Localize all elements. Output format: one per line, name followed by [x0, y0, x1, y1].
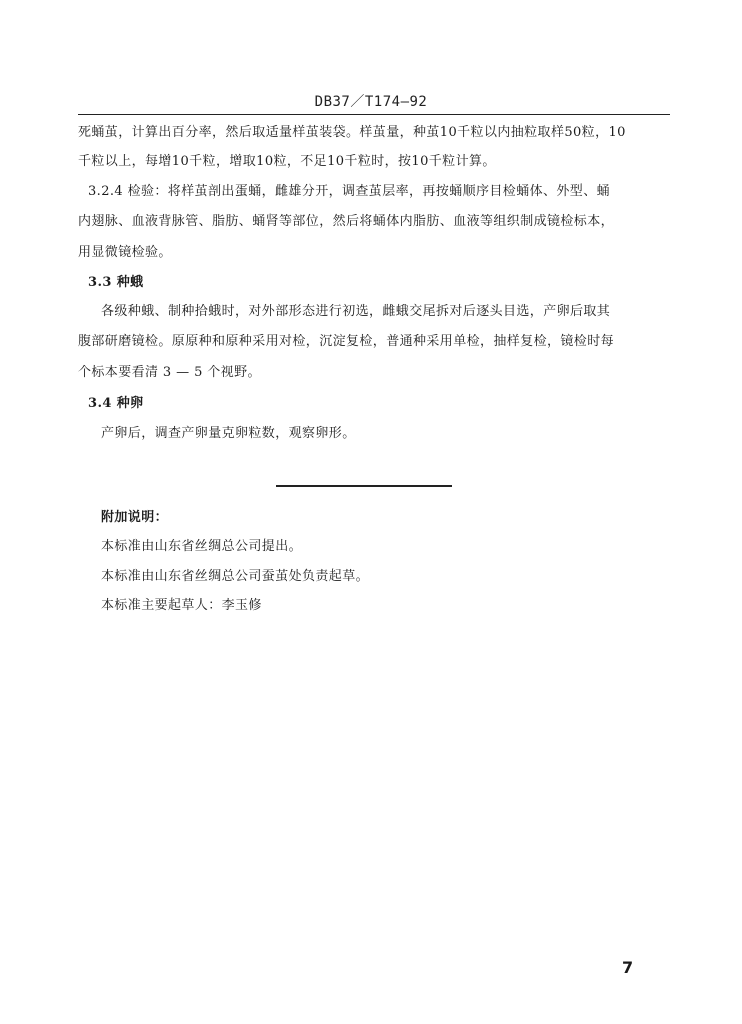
paragraph-line: 用显微镜检验。: [78, 245, 172, 260]
section-divider: [276, 485, 452, 487]
notes-line: 本标准由山东省丝绸总公司蚕茧处负责起草。: [101, 569, 370, 584]
paragraph-line: 腹部研磨镜检。原原种和原种采用对检，沉淀复检，普通种采用单检，抽样复检，镜检时每: [78, 334, 615, 349]
notes-title: 附加说明：: [101, 510, 169, 525]
page-number: 7: [622, 958, 634, 977]
clause-3-2-4-line: 3.2.4 检验：将样茧剖出蛋蛹，雌雄分开，调查茧层率，再按蛹顺序目检蛹体、外型、蛹: [88, 184, 611, 199]
paragraph-line: 千粒以上，每增10千粒，增取10粒，不足10千粒时，按10千粒计算。: [78, 154, 496, 169]
paragraph-line: 个标本要看清 3 — 5 个视野。: [78, 365, 261, 380]
document-code-header: DB37／T174—92: [314, 94, 428, 110]
paragraph-line: 死蛹茧，计算出百分率，然后取适量样茧装袋。样茧量，种茧10千粒以内抽粒取样50粒，10: [78, 125, 626, 140]
header-rule: [78, 114, 670, 115]
paragraph-line: 产卵后，调查产卵量克卵粒数，观察卵形。: [101, 426, 356, 441]
paragraph-line: 各级种蛾、制种拾蛾时，对外部形态进行初选，雌蛾交尾拆对后逐头目选，产卵后取其: [101, 304, 611, 319]
section-heading-3-3: 3.3 种蛾: [88, 275, 144, 290]
notes-line: 本标准由山东省丝绸总公司提出。: [101, 539, 303, 554]
paragraph-line: 内翅脉、血液背脉管、脂肪、蛹肾等部位，然后将蛹体内脂肪、血液等组织制成镜检标本，: [78, 214, 615, 229]
notes-line: 本标准主要起草人：李玉修: [101, 598, 262, 613]
section-heading-3-4: 3.4 种卵: [88, 396, 144, 411]
